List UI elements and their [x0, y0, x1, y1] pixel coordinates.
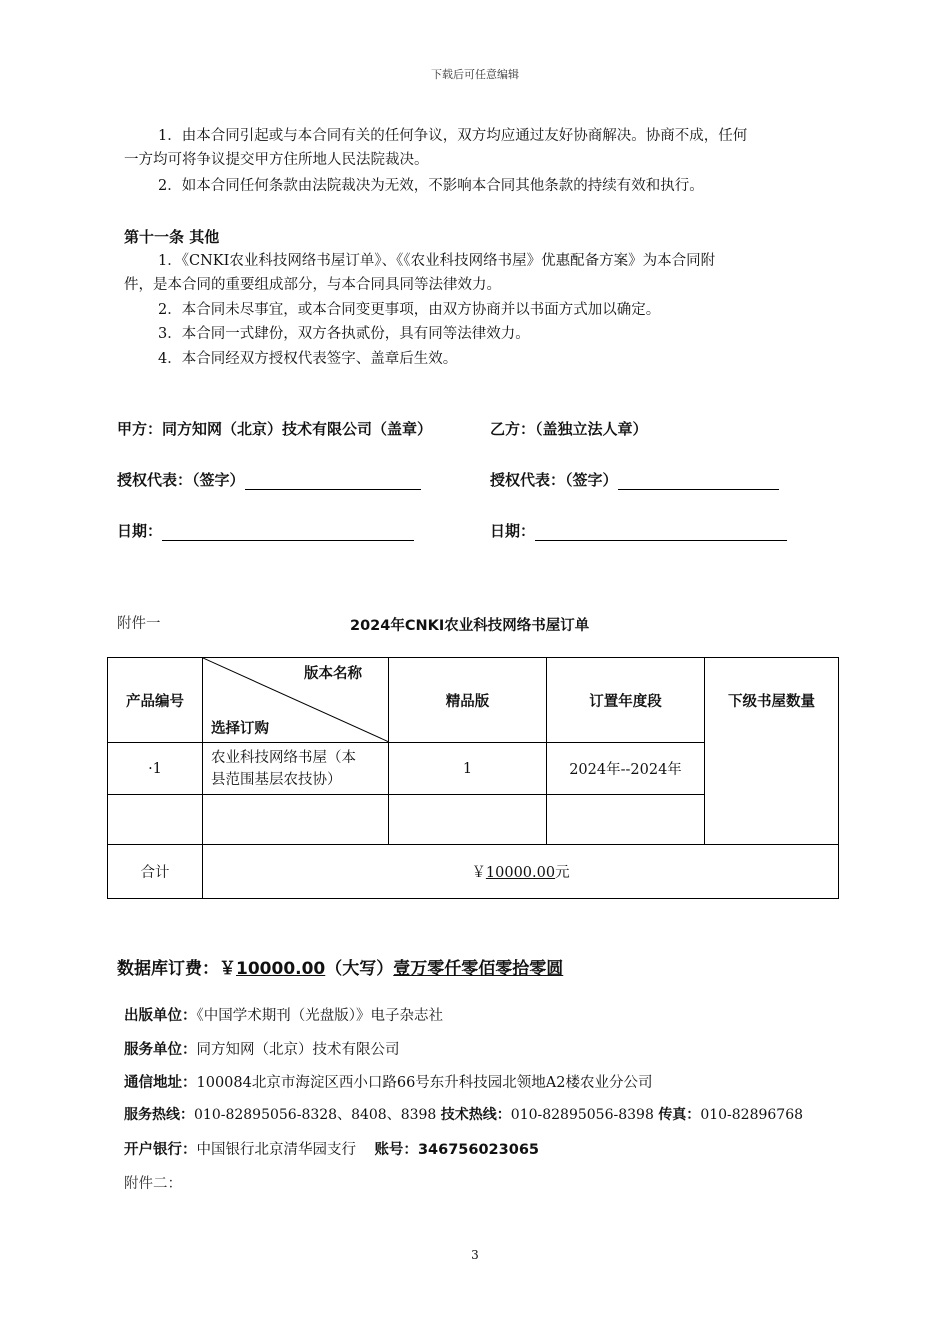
- rep-a-label: 授权代表：（签字）: [117, 471, 245, 489]
- header-period: 订置年度段: [547, 658, 705, 743]
- article-11-title: 第十一条 其他: [124, 228, 220, 246]
- row1-name: [203, 743, 389, 795]
- header-edition: 精品版: [389, 658, 547, 743]
- fee-amount: 10000.00: [236, 959, 326, 979]
- order-table: [107, 657, 839, 899]
- total-value: [203, 845, 839, 899]
- fax-label: 传真：: [658, 1107, 701, 1123]
- account-label: 账号：: [374, 1142, 418, 1158]
- total-prefix: ￥: [471, 865, 486, 881]
- page-number: 3: [471, 1248, 479, 1262]
- row1-name-line-1: 农业科技网络书屋（本: [211, 749, 356, 766]
- date-a: [117, 520, 414, 541]
- attachment-1-label: 附件一: [117, 616, 161, 632]
- dispute-item-1-line-1: 1．由本合同引起或与本合同有关的任何争议，双方均应通过友好协商解决。协商不成，任何: [158, 128, 748, 144]
- empty-cell: [389, 795, 547, 845]
- hotline-label: 服务热线：: [124, 1107, 194, 1123]
- rep-a-signature-line[interactable]: [245, 471, 421, 490]
- rep-b: [490, 469, 779, 490]
- party-a: 甲方：同方知网（北京）技术有限公司（盖章）: [117, 420, 433, 438]
- article-11-item-3: 3．本合同一式肆份，双方各执贰份，具有同等法律效力。: [158, 326, 530, 342]
- attachment-2-label: 附件二：: [124, 1176, 182, 1192]
- page-header: 下载后可任意编辑: [431, 68, 519, 81]
- fee-caps-label: （大写）: [325, 959, 394, 979]
- service-value: 同方知网（北京）技术有限公司: [196, 1042, 400, 1058]
- date-b-line[interactable]: [535, 522, 787, 541]
- hotline-row: [124, 1104, 803, 1124]
- publisher-value: 《中国学术期刊（光盘版）》电子杂志社: [196, 1008, 443, 1024]
- service-label: 服务单位：: [124, 1042, 197, 1058]
- date-a-label: 日期：: [117, 522, 163, 540]
- date-b-label: 日期：: [490, 522, 536, 540]
- article-11-item-1-line-1: 1．《CNKI农业科技网络书屋订单》、《《农业科技网络书屋》优惠配备方案》为本合同附: [158, 253, 716, 269]
- fee-label: 数据库订费：￥: [117, 959, 236, 979]
- empty-cell: [203, 795, 389, 845]
- hotline-value: 010-82895056-8328、8408、8398: [194, 1107, 437, 1123]
- header-select-order: 选择订购: [211, 721, 269, 737]
- publisher-row: [124, 1004, 443, 1025]
- date-a-line[interactable]: [162, 522, 414, 541]
- rep-a: [117, 469, 421, 490]
- header-diagonal-cell: [203, 658, 389, 743]
- rep-b-signature-line[interactable]: [618, 471, 779, 490]
- address-value: 100084北京市海淀区西小口路66号东升科技园北领地A2楼农业分公司: [196, 1075, 653, 1091]
- bank-row: [124, 1138, 539, 1159]
- account-value: 346756023065: [417, 1142, 540, 1158]
- total-suffix: 元: [555, 865, 570, 881]
- tech-label: 技术热线：: [440, 1107, 511, 1123]
- article-11-item-2: 2．本合同未尽事宜，或本合同变更事项，由双方协商并以书面方式加以确定。: [158, 302, 661, 318]
- tech-value: 010-82895056-8398: [510, 1107, 654, 1123]
- dispute-item-1-line-2: 一方均可将争议提交甲方住所地人民法院裁决。: [124, 152, 429, 168]
- total-amount: 10000.00: [485, 865, 556, 881]
- fee-caps: 壹万零仟零佰零拾零圆: [393, 959, 564, 979]
- row1-name-line-2: 县范围基层农技协）: [211, 771, 342, 788]
- rep-b-label: 授权代表：（签字）: [490, 471, 618, 489]
- database-fee: [117, 954, 563, 979]
- publisher-label: 出版单位：: [124, 1008, 197, 1024]
- row1-period: 2024年--2024年: [547, 743, 705, 795]
- table-header-row: [108, 658, 839, 743]
- dispute-item-2: 2．如本合同任何条款由法院裁决为无效，不影响本合同其他条款的持续有效和执行。: [158, 178, 704, 194]
- article-11-item-4: 4．本合同经双方授权代表签字、盖章后生效。: [158, 351, 458, 367]
- row1-no: ·1: [108, 743, 203, 795]
- fax-value: 010-82896768: [700, 1107, 804, 1123]
- header-version-name: 版本名称: [304, 666, 362, 682]
- article-11-item-1-line-2: 件，是本合同的重要组成部分，与本合同具同等法律效力。: [124, 277, 501, 293]
- address-label: 通信地址：: [124, 1075, 197, 1091]
- header-product-no: 产品编号: [108, 658, 203, 743]
- empty-cell: [108, 795, 203, 845]
- total-label: 合计: [108, 845, 203, 899]
- row1-edition: 1: [389, 743, 547, 795]
- address-row: [124, 1071, 653, 1092]
- bank-value: 中国银行北京清华园支行: [196, 1142, 356, 1158]
- empty-cell: [547, 795, 705, 845]
- bank-label: 开户银行：: [124, 1142, 197, 1158]
- attachment-1-title: 2024年CNKI农业科技网络书屋订单: [350, 618, 590, 634]
- header-sub-count: 下级书屋数量: [705, 658, 839, 845]
- table-total-row: [108, 845, 839, 899]
- service-row: [124, 1038, 400, 1059]
- date-b: [490, 520, 787, 541]
- party-b: 乙方：（盖独立法人章）: [490, 420, 648, 438]
